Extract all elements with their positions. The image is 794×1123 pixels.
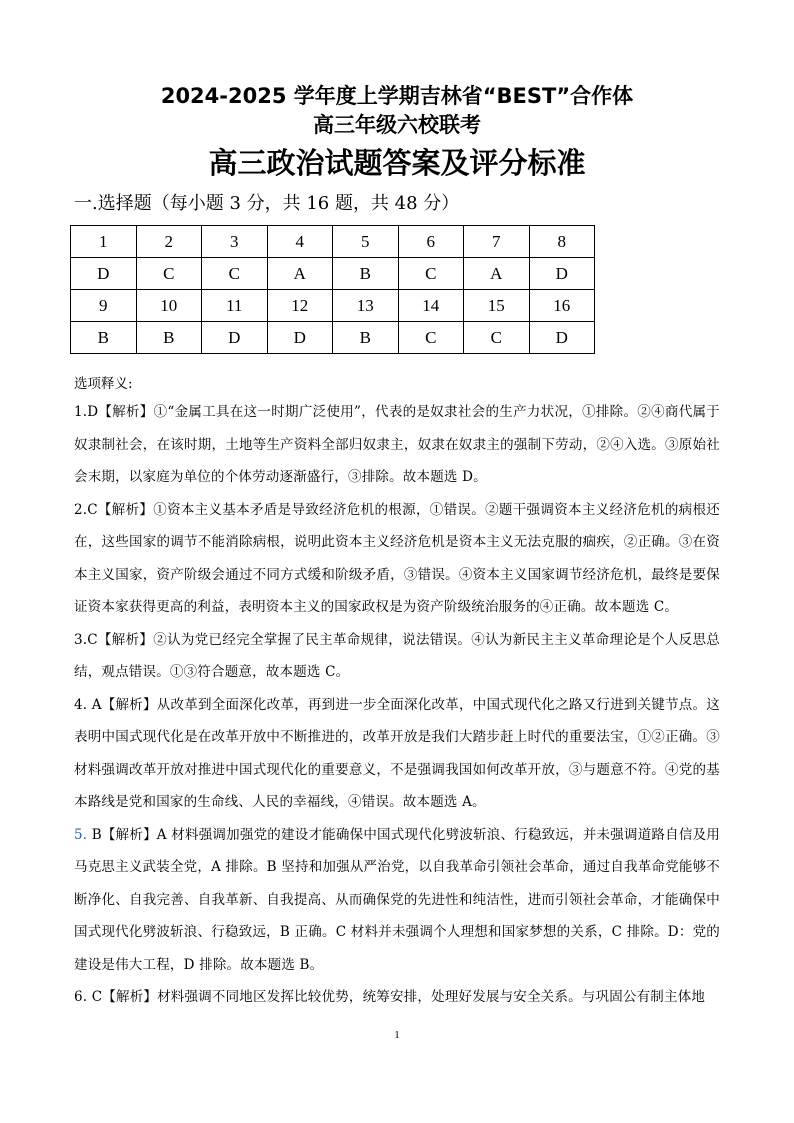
answer-table-cell: B xyxy=(71,322,137,354)
document-title: 高三政治试题答案及评分标准 xyxy=(208,146,586,180)
answer-table-cell: 13 xyxy=(333,290,399,322)
answer-table-cell: 3 xyxy=(202,226,268,258)
answer-table-cell: 10 xyxy=(136,290,202,322)
answer-table-cell: 12 xyxy=(267,290,333,322)
explanation-number: 4. xyxy=(74,696,88,713)
explanation-text: A【解析】从改革到全面深化改革，再到进一步全面深化改革，中国式现代化之路又行进到关键节点。这表明中国式现代化是在改革开放中不断推进的，改革开放是我们大踏步赶上时代的重要法宝，①②正确。③材料强调改革开放对推进中国式现代化的重要意义，不是强调我国如何改革开放，③与题意不符。④党的基本路线是党和国家的生命线、人民的幸福线，④错误。故本题选 A。 xyxy=(74,696,720,810)
explanations-body xyxy=(74,396,720,1014)
answer-table-cell: 9 xyxy=(71,290,137,322)
explanation-number: 1. xyxy=(74,404,88,420)
answer-table-cell: B xyxy=(136,322,202,354)
explanation-item-5 xyxy=(74,819,720,982)
explanation-item-3 xyxy=(74,624,720,689)
answer-table-cell: C xyxy=(464,322,530,354)
answer-table-cell: 8 xyxy=(529,226,595,258)
explanation-item-4 xyxy=(74,689,720,819)
answer-table-cell: A xyxy=(267,258,333,290)
answer-table-cell: 16 xyxy=(529,290,595,322)
answer-table-cell: 14 xyxy=(398,290,464,322)
answer-table-cell: D xyxy=(267,322,333,354)
explanation-text: D【解析】①“金属工具在这一时期广泛使用”，代表的是奴隶社会的生产力状况，①排除。②④商代属于奴隶制社会，在该时期，土地等生产资料全部归奴隶主，奴隶在奴隶主的强制下劳动，②④入选。③原始社会末期，以家庭为单位的个体劳动逐渐盛行，③排除。故本题选 D。 xyxy=(74,404,720,485)
explanation-number: 3. xyxy=(74,631,88,648)
answer-table-cell: 15 xyxy=(464,290,530,322)
answer-table-cell: D xyxy=(202,322,268,354)
answer-table-cell: A xyxy=(464,258,530,290)
explanation-number: 5. xyxy=(74,826,88,843)
answer-table-cell: 5 xyxy=(333,226,399,258)
answer-table-cell: C xyxy=(398,258,464,290)
explanation-item-2 xyxy=(74,494,720,624)
answer-table-cell: B xyxy=(333,322,399,354)
header-line-1: 2024-2025 学年度上学期吉林省“BEST”合作体 xyxy=(160,84,634,108)
explanation-item-6 xyxy=(74,981,720,1014)
answer-table-row xyxy=(71,322,595,354)
explanation-text: B【解析】A 材料强调加强党的建设才能确保中国式现代化劈波斩浪、行稳致远，并未强调道路自信及用马克思主义武装全党，A 排除。B 坚持和加强从严治党，以自我革命引领社会革命，通过自我革命党能够不断净化、自我完善、自我革新、自我提高、从而确保党的先进性和纯洁性，进而引领社会革命，才能确保中国式现代化劈波斩浪、行稳致远，B 正确。C 材料并未强调个人理想和国家梦想的关系，C 排除。D：党的建设是伟大工程，D 排除。故本题选 B。 xyxy=(74,826,720,973)
section-heading: 一.选择题（每小题 3 分，共 16 题，共 48 分） xyxy=(74,193,460,214)
answer-table-cell: 2 xyxy=(136,226,202,258)
answer-table-row xyxy=(71,226,595,258)
answer-table-cell: D xyxy=(529,258,595,290)
answer-table-cell: 1 xyxy=(71,226,137,258)
answer-table-cell: B xyxy=(333,258,399,290)
answer-table-cell: D xyxy=(71,258,137,290)
answer-table-cell: D xyxy=(529,322,595,354)
answer-table-row xyxy=(71,290,595,322)
explanation-number: 6. xyxy=(74,989,88,1005)
answer-table-row xyxy=(71,258,595,290)
answer-table-cell: 4 xyxy=(267,226,333,258)
answer-table-cell: 11 xyxy=(202,290,268,322)
explanation-text: C【解析】材料强调不同地区发挥比较优势，统筹安排，处理好发展与安全关系。与巩固公有制主体地 xyxy=(87,989,706,1005)
answer-table-cell: C xyxy=(398,322,464,354)
answer-table-cell: C xyxy=(136,258,202,290)
answer-table-cell: C xyxy=(202,258,268,290)
header-line-2: 高三年级六校联考 xyxy=(313,113,481,137)
explanation-text: C【解析】②认为党已经完全掌握了民主革命规律，说法错误。④认为新民主主义革命理论是个人反思总结，观点错误。①③符合题意，故本题选 C。 xyxy=(74,631,720,680)
page-number: 1 xyxy=(394,1029,400,1041)
answer-table-cell: 7 xyxy=(464,226,530,258)
answer-table xyxy=(70,225,595,354)
explanation-item-1 xyxy=(74,396,720,494)
explanation-text: C【解析】①资本主义基本矛盾是导致经济危机的根源，①错误。②题干强调资本主义经济危机的病根还在，这些国家的调节不能消除病根，说明此资本主义经济危机是资本主义无法克服的痼疾，②正确。③在资本主义国家，资产阶级会通过不同方式缓和阶级矛盾，③错误。④资本主义国家调节经济危机，最终是要保证资本家获得更高的利益，表明资本主义的国家政权是为资产阶级统治服务的④正确。故本题选 C。 xyxy=(74,501,720,615)
explanation-number: 2. xyxy=(74,501,88,518)
answer-table-cell: 6 xyxy=(398,226,464,258)
explanations-label: 选项释义: xyxy=(74,376,133,392)
